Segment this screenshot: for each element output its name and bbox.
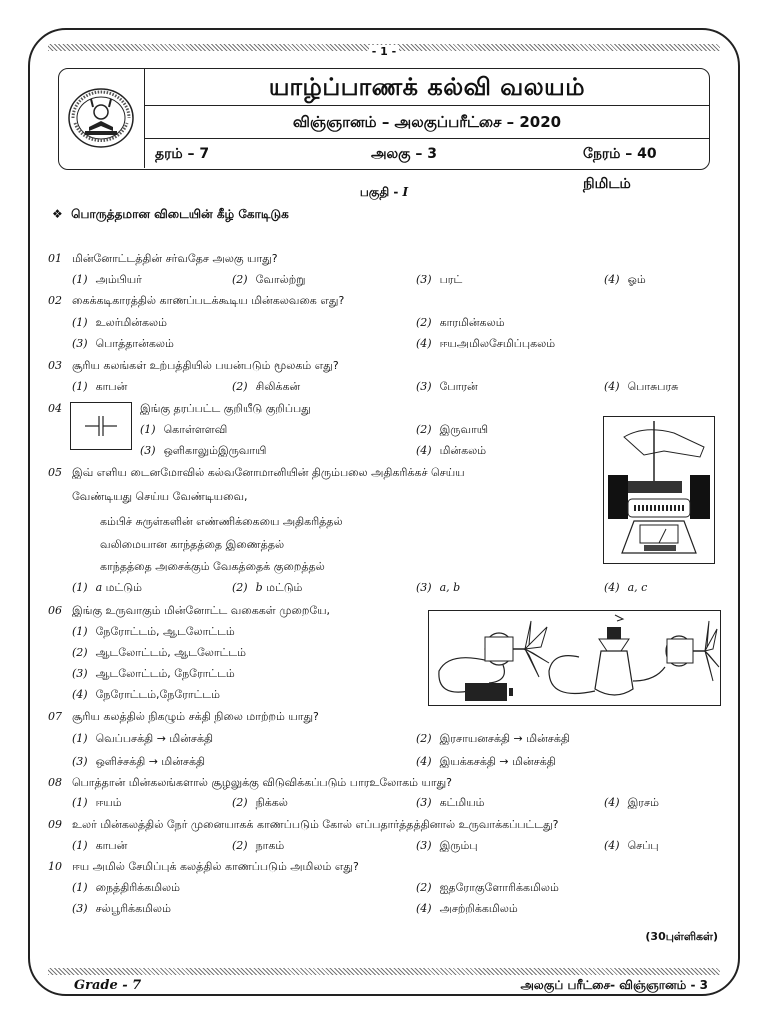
question-text: இவ் எளிய டைனமோவில் கல்வனோமானியின் திரும்பலை அதிகரிக்கச் செய்ய <box>72 466 465 479</box>
instruction: ❖ பொருத்தமான விடையின் கீழ் கோடிடுக <box>52 207 289 221</box>
question-number: 10 <box>48 860 62 873</box>
option: (4) ஓம் <box>604 273 646 286</box>
option: (2) b மட்டும் <box>232 581 303 594</box>
option: (4) பொசுபரசு <box>604 380 679 393</box>
footer-grade: Grade - 7 <box>74 978 142 993</box>
question-text: சூரிய கலத்தில் நிகழும் சக்தி நிலை மாற்றம் யாது? <box>72 710 319 723</box>
exam-subtitle: விஞ்ஞானம் – அலகுப்பரீட்சை – 2020 <box>145 106 709 139</box>
question-number: 01 <box>48 252 62 265</box>
dynamo-illustration <box>604 417 714 563</box>
option: (1) காபன் <box>72 839 128 852</box>
option: (3) இரும்பு <box>416 839 478 852</box>
option: (2) இருவாயி <box>416 423 489 436</box>
option: (2) ஐதரோகுளோரிக்கமிலம் <box>416 881 559 894</box>
section-heading: பகுதி - I <box>359 185 409 199</box>
option: (1) நைத்திரிக்கமிலம் <box>72 881 181 894</box>
option: (2) காரமின்கலம் <box>416 316 505 329</box>
option: (4) a, c <box>604 581 648 594</box>
question-number: 07 <box>48 710 62 723</box>
motor-circuits-illustration <box>429 611 720 705</box>
option: (2) நிக்கல் <box>232 796 288 809</box>
capacitor-symbol-icon <box>71 403 131 449</box>
page-number: - 1 - <box>0 45 768 58</box>
option: (3) a, b <box>416 581 461 594</box>
option: (1) நேரோட்டம், ஆடலோட்டம் <box>72 625 235 638</box>
logo-cell <box>59 69 145 168</box>
question-text: கைக்கடிகாரத்தில் காணப்படக்கூடிய மின்கலவகை எது? <box>72 294 345 307</box>
option: (4) செப்பு <box>604 839 659 852</box>
option: (1) அம்பியர் <box>72 273 142 286</box>
option: (4) இயக்கசக்தி → மின்சக்தி <box>416 755 556 768</box>
option: (1) உலர்மின்கலம் <box>72 316 167 329</box>
question-text: மின்னோட்டத்தின் சர்வதேச அலகு யாது? <box>72 252 278 265</box>
motor-circuits-image <box>428 610 721 706</box>
option: (2) இரசாயனசக்தி → மின்சக்தி <box>416 732 570 745</box>
option: (4) இரசம் <box>604 796 659 809</box>
question-number: 06 <box>48 604 62 617</box>
zone-title: யாழ்ப்பாணக் கல்வி வலயம் <box>145 69 709 106</box>
option: (2) நாகம் <box>232 839 285 852</box>
option: (3) பரட் <box>416 273 463 286</box>
option: (4) நேரோட்டம்,நேரோட்டம் <box>72 688 221 701</box>
question-text: உலர் மின்கலத்தில் நேர் முனையாகக் காணப்படும் கோல் எப்பதார்த்தத்தினால் உருவாக்கப்பட்டது? <box>72 818 559 831</box>
capacitor-symbol-box <box>70 402 132 450</box>
unit-label: அலகு – 3 <box>371 146 438 162</box>
question-text: சூரிய கலங்கள் உற்பத்தியில் பயன்படும் மூலகம் எது? <box>72 359 339 372</box>
question-number: 09 <box>48 818 62 831</box>
option: (1) ஈயம் <box>72 796 122 809</box>
option: (3) சல்பூரிக்கமிலம் <box>72 902 171 915</box>
footer-title: அலகுப் பரீட்சை- விஞ்ஞானம் - 3 <box>520 978 708 992</box>
zone-emblem-logo <box>67 87 135 149</box>
option: (3) ஆடலோட்டம், நேரோட்டம் <box>72 667 235 680</box>
option: (2) வோல்ற்று <box>232 273 306 286</box>
dynamo-galvanometer-image <box>603 416 715 564</box>
option: (2) ஆடலோட்டம், ஆடலோட்டம் <box>72 646 247 659</box>
question-number: 08 <box>48 776 62 789</box>
question-number: 03 <box>48 359 62 372</box>
option: (4) ஈயஅமிலசேமிப்புகலம் <box>416 337 556 350</box>
option: (1) கொள்ளளவி <box>140 423 228 436</box>
question-number: 05 <box>48 466 62 479</box>
question-number: 02 <box>48 294 62 307</box>
statement-item: வலிமையான காந்தத்தை இணைத்தல் <box>100 538 285 551</box>
section-number: I <box>402 185 409 199</box>
diamond-bullet-icon: ❖ <box>52 207 63 221</box>
bottom-hatch-divider <box>48 968 720 975</box>
question-text: இங்கு உருவாகும் மின்னோட்ட வகைகள் முறையே, <box>72 604 331 617</box>
option: (4) அசற்றிக்கமிலம் <box>416 902 518 915</box>
option: (1) காபன் <box>72 380 128 393</box>
question-text: இங்கு தரப்பட்ட குறியீடு குறிப்பது <box>140 402 311 415</box>
statement-item: காந்தத்தை அசைக்கும் வேகத்தைக் குறைத்தல் <box>100 560 325 573</box>
option: (3) கட்மியம் <box>416 796 485 809</box>
option: (3) பொத்தான்கலம் <box>72 337 174 350</box>
option: (1) வெப்பசக்தி → மின்சக்தி <box>72 732 214 745</box>
question-text: பொத்தான் மின்கலங்களால் சூழலுக்கு விடுவிக்கப்படும் பாரஉலோகம் யாது? <box>72 776 453 789</box>
total-marks: (30புள்ளிகள்) <box>645 930 718 943</box>
time-label: நேரம் – 40 நிமிடம் <box>583 146 657 192</box>
option: (3) போரன் <box>416 380 478 393</box>
question-number: 04 <box>48 402 62 415</box>
statement-item: கம்பிச் சுருள்களின் எண்ணிக்கையை அதிகரித்தல் <box>100 515 343 528</box>
option: (3) ஒளிகாலும்இருவாயி <box>140 444 267 457</box>
option: (3) ஒளிச்சக்தி → மின்சக்தி <box>72 755 206 768</box>
grade-label: தரம் – 7 <box>155 146 210 162</box>
option: (1) a மட்டும் <box>72 581 142 594</box>
question-text: ஈய அமில் சேமிப்புக் கலத்தில் காணப்படும் அமிலம் எது? <box>72 860 359 873</box>
question-text-continued: வேண்டியது செய்ய வேண்டியவை, <box>72 490 248 503</box>
option: (2) சிலிக்கன் <box>232 380 301 393</box>
option: (4) மின்கலம் <box>416 444 487 457</box>
